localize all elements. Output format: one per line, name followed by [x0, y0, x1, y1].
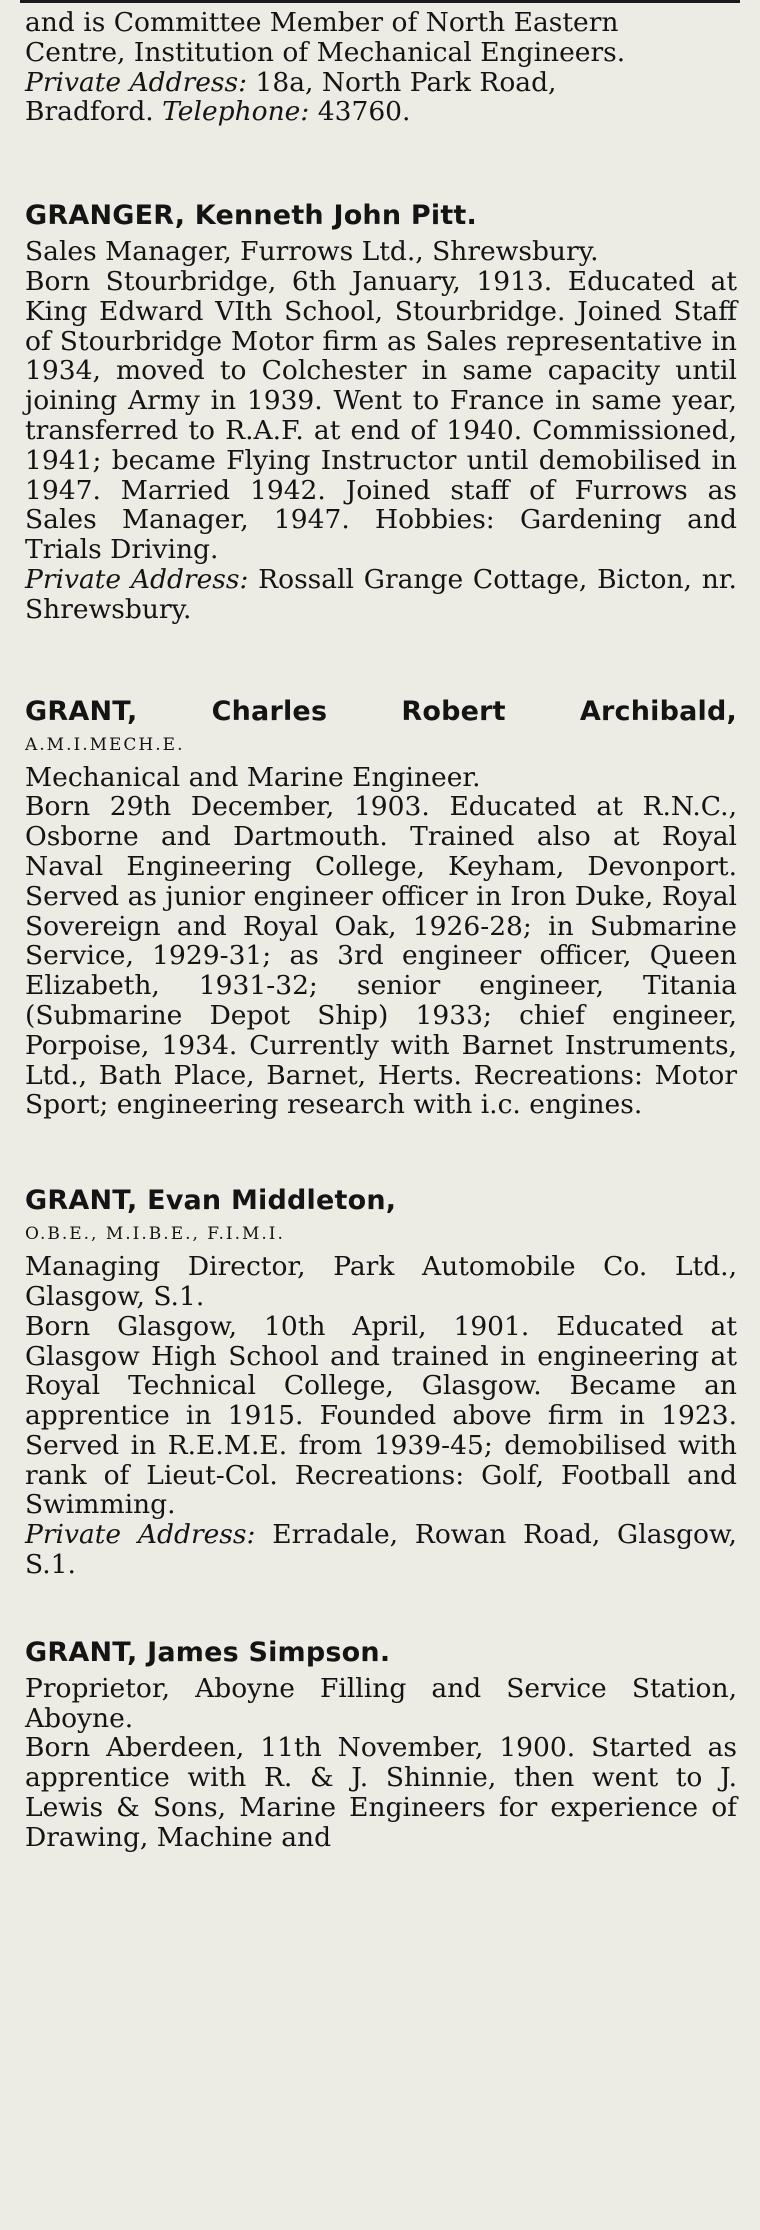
- entry-name: GRANT, James Simpson.: [25, 1636, 391, 1668]
- entry-name: GRANT, Evan Middleton,: [25, 1185, 397, 1217]
- entry-body: Born 29th December, 1903. Educated at R.N.C., Osborne and Dartmouth. Trained also at Royal Naval Engineering College, Keyham, Devonport. Served as junior engineer officer in Iron Duke, Royal Sovereign and Royal Oak, 1926-28; in Submarine Service, 1929-31; as 3rd engineer officer, Queen Elizabeth, 1931-32; senior engineer, Titania (Submarine Depot Ship) 1933; chief engineer, Porpoise, 1934. Currently with Barnet Instruments, Ltd., Bath Place, Barnet, Herts. Recreations: Motor Sport; engineering research with i.c. engines.: [25, 791, 737, 1121]
- entry-body: Born Glasgow, 10th April, 1901. Educated at Glasgow High School and trained in engineering at Royal Technical College, Glasgow. Became an apprentice in 1915. Founded above firm in 1923. Served in R.E.M.E. from 1939-45; demobilised with rank of Lieut-Col. Recreations: Golf, Football and Swimming.: [25, 1310, 737, 1521]
- entry-position: Proprietor, Aboyne Filling and Service Station, Aboyne.: [25, 1672, 737, 1734]
- address-text: Erradale, Rowan Road, Glasgow, S.1.: [25, 1519, 737, 1581]
- name-part: Robert: [401, 695, 506, 727]
- continuation-text: [25, 8, 737, 127]
- address-text: Rossall Grange Cottage, Bicton, nr. Shrewsbury.: [25, 563, 737, 625]
- entry-body: Born Aberdeen, 11th November, 1900. Started as apprentice with R. & J. Shinnie, then went to J. Lewis & Sons, Marine Engineers for experience of Drawing, Machine and: [25, 1732, 737, 1853]
- telephone-number: 43760.: [317, 96, 411, 128]
- continuation-line-1: and is Committee Member of North Eastern: [25, 7, 619, 38]
- entry-position: Mechanical and Marine Engineer.: [25, 761, 481, 793]
- address-text: 18a, North Park Road,: [255, 66, 557, 98]
- address-label: Private Address:: [25, 563, 249, 595]
- entry-qualifications: A.M.I.MECH.E.: [25, 734, 185, 755]
- entry-address: [25, 1520, 737, 1580]
- entry-grant-evan: [25, 1184, 737, 1580]
- continuation-line-2: Centre, Institution of Mechanical Engineers.: [25, 36, 626, 68]
- name-part: Charles: [211, 695, 328, 727]
- entry-position: Sales Manager, Furrows Ltd., Shrewsbury.: [25, 236, 599, 268]
- entry-name: GRANGER, Kenneth John Pitt.: [25, 200, 477, 232]
- address-label: Private Address:: [25, 1519, 256, 1551]
- entry-grant-james: [25, 1636, 737, 1853]
- name-part: Archibald,: [579, 695, 737, 727]
- entry-continuation: [25, 8, 737, 127]
- entry-qualifications: O.B.E., M.I.B.E., F.I.M.I.: [25, 1224, 285, 1245]
- entry-grant-charles: [25, 695, 737, 1121]
- top-rule: [20, 0, 740, 3]
- entry-address: [25, 565, 737, 625]
- entry-body: Born Stourbridge, 6th January, 1913. Educated at King Edward VIth School, Stourbridge. Joined Staff of Stourbridge Motor firm as Sales representative in 1934, moved to Colchester in same capacity until joining Army in 1939. Went to France in same year, transferred to R.A.F. at end of 1940. Commissioned, 1941; became Flying Instructor until demobilised in 1947. Married 1942. Joined staff of Furrows as Sales Manager, 1947. Hobbies: Gardening and Trials Driving.: [25, 265, 737, 566]
- address-label: Private Address:: [25, 66, 248, 98]
- city-text: Bradford.: [25, 96, 154, 128]
- entry-granger: [25, 199, 737, 624]
- telephone-label: Telephone:: [162, 96, 310, 128]
- entry-name: [25, 695, 737, 729]
- continuation-address-line: [25, 68, 737, 98]
- name-part: GRANT,: [25, 695, 138, 727]
- entry-position: Managing Director, Park Automobile Co. Ltd., Glasgow, S.1.: [25, 1251, 737, 1312]
- text-column: [25, 8, 737, 1853]
- continuation-line-4: [25, 97, 737, 127]
